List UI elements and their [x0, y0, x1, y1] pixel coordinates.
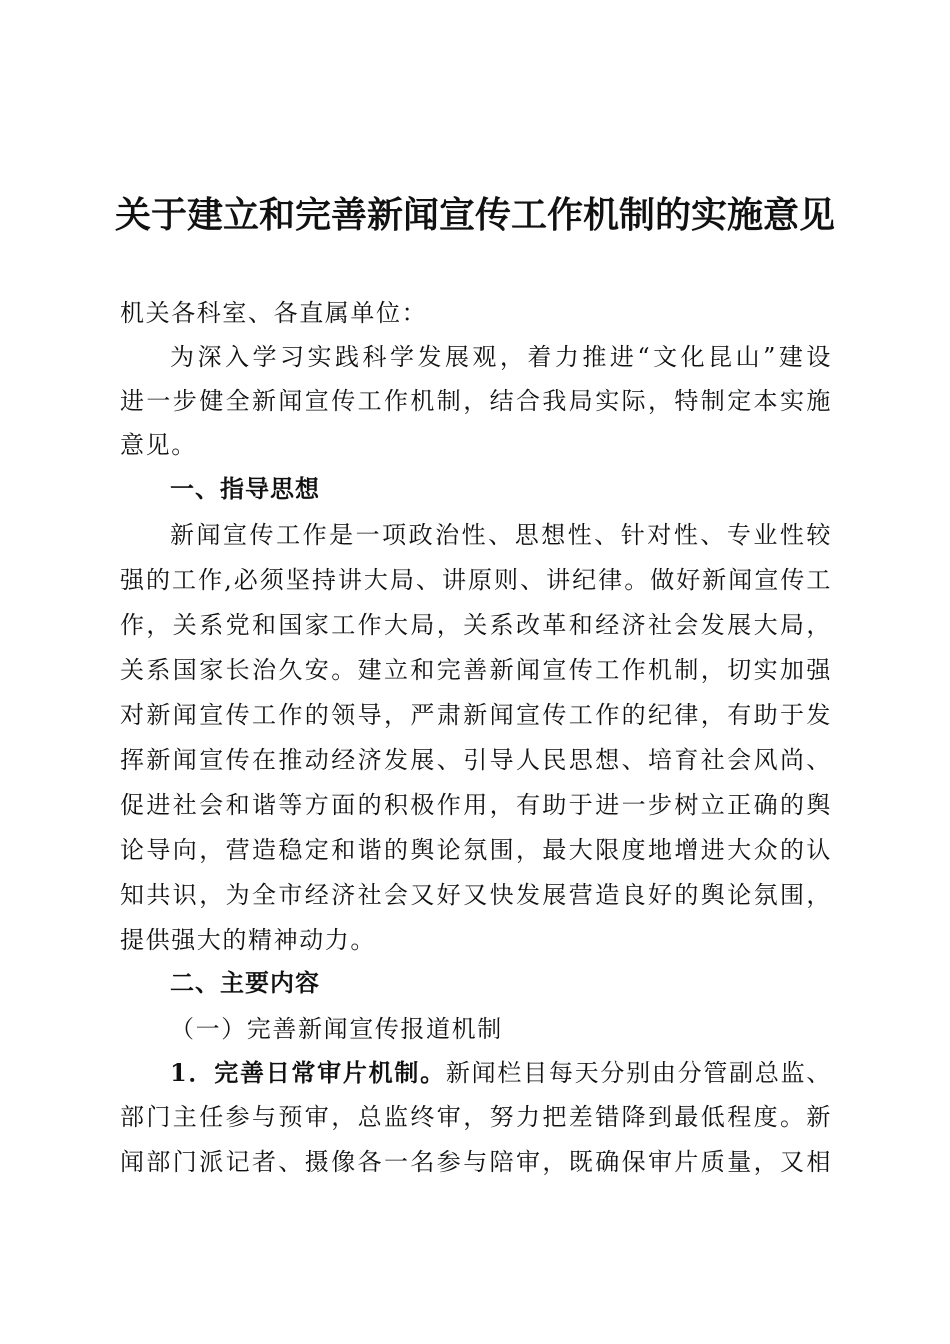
- item1-line-3: 闻部门派记者、摄像各一名参与陪审，既确保审片质量，又相: [120, 1148, 832, 1176]
- section1-line-3: 作，关系党和国家工作大局，关系改革和经济社会发展大局，: [120, 611, 832, 639]
- item1-rest: 新闻栏目每天分别由分管副总监、: [445, 1059, 832, 1087]
- item1-lead: 1．完善日常审片机制。: [170, 1058, 446, 1087]
- document-title: 关于建立和完善新闻宣传工作机制的实施意见: [114, 194, 835, 236]
- intro-line-2: 进一步健全新闻宣传工作机制，结合我局实际，特制定本实施: [120, 387, 832, 415]
- section1-line-8: 论导向，营造稳定和谐的舆论氛围，最大限度地增进大众的认: [120, 836, 832, 864]
- section1-line-9: 知共识，为全市经济社会又好又快发展营造良好的舆论氛围，: [120, 881, 832, 909]
- section1-line-7: 促进社会和谐等方面的积极作用，有助于进一步树立正确的舆: [120, 791, 832, 819]
- intro-line-1: 为深入学习实践科学发展观，着力推进“文化昆山”建设: [170, 343, 832, 371]
- intro-line-3: 意见。: [120, 431, 197, 459]
- section1-line-6: 挥新闻宣传在推动经济发展、引导人民思想、培育社会风尚、: [120, 746, 832, 774]
- section1-line-5: 对新闻宣传工作的领导，严肃新闻宣传工作的纪律，有助于发: [120, 701, 832, 729]
- salutation: 机关各科室、各直属单位：: [120, 299, 428, 327]
- section-heading-guiding-ideology: 一、指导思想: [170, 475, 320, 503]
- section1-line-1: 新闻宣传工作是一项政治性、思想性、针对性、专业性较: [170, 521, 832, 549]
- item1-line-1: [170, 1056, 832, 1090]
- section1-line-4: 关系国家长治久安。建立和完善新闻宣传工作机制，切实加强: [120, 656, 832, 684]
- subsection-heading-reporting-mechanism: （一）完善新闻宣传报道机制: [170, 1015, 503, 1043]
- section1-line-10: 提供强大的精神动力。: [120, 926, 376, 954]
- section1-line-2: 强的工作,必须坚持讲大局、讲原则、讲纪律。做好新闻宣传工: [120, 566, 832, 594]
- item1-line-2: 部门主任参与预审，总监终审，努力把差错降到最低程度。新: [120, 1103, 832, 1131]
- section-heading-main-content: 二、主要内容: [170, 969, 320, 997]
